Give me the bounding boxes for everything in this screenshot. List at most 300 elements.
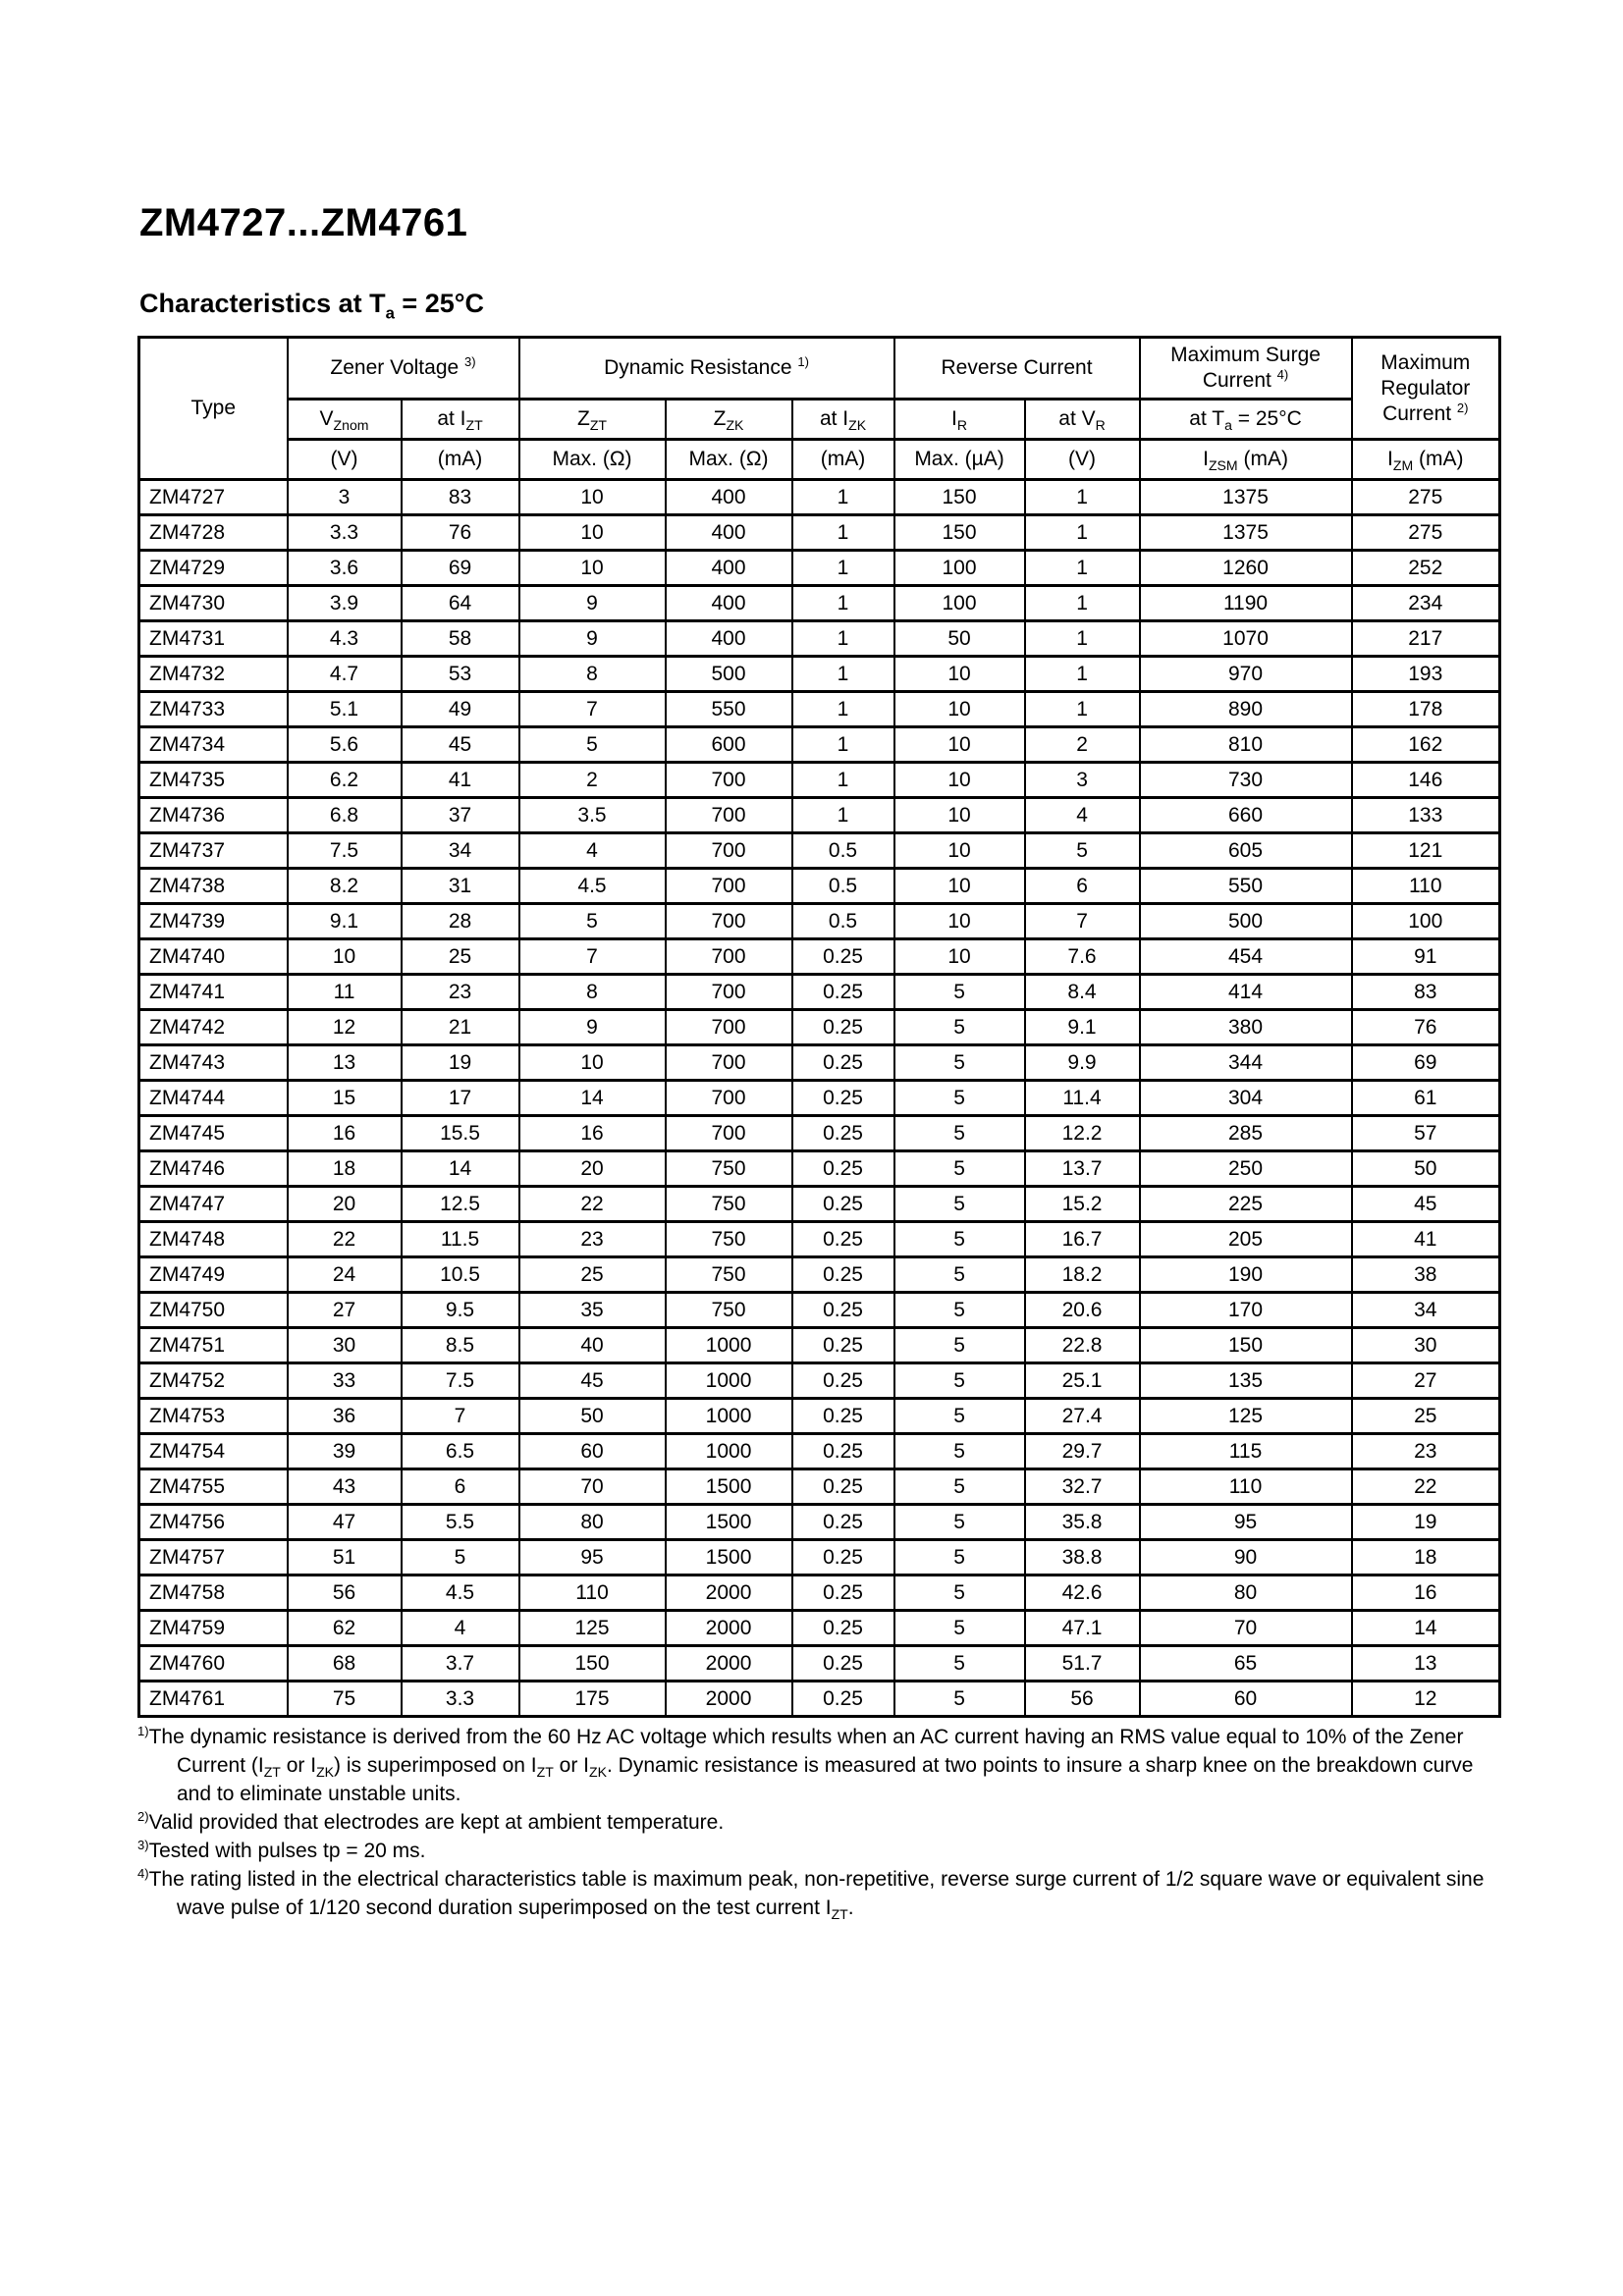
- table-row: [139, 798, 1500, 833]
- cell-vznom: 8.2: [288, 869, 402, 904]
- cell-zzt: 40: [519, 1328, 666, 1363]
- cell-izm: 178: [1352, 692, 1500, 727]
- cell-izk: 0.25: [792, 975, 894, 1010]
- cell-izsm: 95: [1140, 1505, 1352, 1540]
- cell-vr: 32.7: [1025, 1469, 1140, 1505]
- cell-zzt: 5: [519, 727, 666, 763]
- cell-vznom: 12: [288, 1010, 402, 1045]
- cell-izm: 16: [1352, 1575, 1500, 1611]
- cell-izk: 0.25: [792, 939, 894, 975]
- cell-ir: 5: [894, 1646, 1025, 1682]
- cell-izm: 61: [1352, 1081, 1500, 1116]
- cell-type: ZM4738: [139, 869, 288, 904]
- header-izm: $I_{ZM}$ (mA): [1352, 440, 1500, 480]
- cell-izk: 0.25: [792, 1010, 894, 1045]
- cell-zzt: 95: [519, 1540, 666, 1575]
- cell-izsm: 250: [1140, 1151, 1352, 1187]
- cell-zzk: 1000: [666, 1399, 792, 1434]
- footnote-4: [137, 1865, 1504, 1922]
- cell-type: ZM4760: [139, 1646, 288, 1682]
- cell-type: ZM4752: [139, 1363, 288, 1399]
- cell-zzt: 9: [519, 621, 666, 657]
- cell-ir: 5: [894, 1151, 1025, 1187]
- cell-izk: 0.25: [792, 1575, 894, 1611]
- cell-izsm: 550: [1140, 869, 1352, 904]
- cell-izm: 22: [1352, 1469, 1500, 1505]
- cell-ir: 5: [894, 1682, 1025, 1717]
- cell-vznom: 36: [288, 1399, 402, 1434]
- cell-izt: 76: [402, 515, 519, 551]
- cell-izm: 275: [1352, 480, 1500, 515]
- footnote-4-text: The rating listed in the electrical characteristics table is maximum peak, non-repetitive, reverse surge current of 1/2 square wave or equivalent sine wave pulse of 1/120 second duration superimposed on the test current $I_{ZT}$.: [148, 1868, 1485, 1923]
- cell-type: ZM4736: [139, 798, 288, 833]
- cell-vznom: 3: [288, 480, 402, 515]
- cell-type: ZM4731: [139, 621, 288, 657]
- table-row: [139, 1116, 1500, 1151]
- cell-type: ZM4748: [139, 1222, 288, 1257]
- footnote-2-ref: 2): [137, 1809, 149, 1825]
- cell-izsm: 454: [1140, 939, 1352, 975]
- header-regulator-current: Maximum Regulator Current $^{2)}$: [1352, 338, 1500, 440]
- table-row: [139, 869, 1500, 904]
- cell-izm: 83: [1352, 975, 1500, 1010]
- table-row: [139, 1611, 1500, 1646]
- cell-izsm: 414: [1140, 975, 1352, 1010]
- cell-type: ZM4754: [139, 1434, 288, 1469]
- cell-vr: 42.6: [1025, 1575, 1140, 1611]
- cell-izt: 21: [402, 1010, 519, 1045]
- cell-izm: 162: [1352, 727, 1500, 763]
- cell-zzt: 14: [519, 1081, 666, 1116]
- cell-izt: 6.5: [402, 1434, 519, 1469]
- cell-ir: 10: [894, 727, 1025, 763]
- cell-vr: 27.4: [1025, 1399, 1140, 1434]
- cell-izsm: 344: [1140, 1045, 1352, 1081]
- cell-type: ZM4735: [139, 763, 288, 798]
- table-body: [139, 480, 1500, 1717]
- table-row: [139, 480, 1500, 515]
- cell-izk: 0.25: [792, 1293, 894, 1328]
- unit-vznom: (V): [288, 440, 402, 480]
- cell-izk: 0.5: [792, 904, 894, 939]
- cell-zzt: 23: [519, 1222, 666, 1257]
- cell-izsm: 110: [1140, 1469, 1352, 1505]
- footnote-2: [137, 1808, 1504, 1837]
- cell-type: ZM4737: [139, 833, 288, 869]
- cell-ir: 5: [894, 1505, 1025, 1540]
- cell-zzt: 9: [519, 1010, 666, 1045]
- cell-izt: 64: [402, 586, 519, 621]
- cell-zzk: 2000: [666, 1575, 792, 1611]
- cell-vznom: 3.3: [288, 515, 402, 551]
- table-row: [139, 727, 1500, 763]
- cell-izt: 31: [402, 869, 519, 904]
- header-izsm: $I_{ZSM}$ (mA): [1140, 440, 1352, 480]
- cell-izk: 0.25: [792, 1328, 894, 1363]
- table-header: [139, 338, 1500, 480]
- cell-izm: 38: [1352, 1257, 1500, 1293]
- cell-izsm: 205: [1140, 1222, 1352, 1257]
- cell-izt: 10.5: [402, 1257, 519, 1293]
- cell-zzt: 25: [519, 1257, 666, 1293]
- cell-vznom: 43: [288, 1469, 402, 1505]
- cell-izm: 146: [1352, 763, 1500, 798]
- cell-zzk: 1500: [666, 1540, 792, 1575]
- cell-zzk: 1000: [666, 1363, 792, 1399]
- unit-zzt: Max. (Ω): [519, 440, 666, 480]
- cell-zzk: 750: [666, 1293, 792, 1328]
- cell-zzt: 20: [519, 1151, 666, 1187]
- cell-vr: 29.7: [1025, 1434, 1140, 1469]
- cell-type: ZM4758: [139, 1575, 288, 1611]
- cell-vznom: 24: [288, 1257, 402, 1293]
- cell-ir: 5: [894, 1611, 1025, 1646]
- cell-izm: 133: [1352, 798, 1500, 833]
- header-group-row: [139, 338, 1500, 400]
- cell-vznom: 62: [288, 1611, 402, 1646]
- cell-vznom: 7.5: [288, 833, 402, 869]
- cell-izsm: 285: [1140, 1116, 1352, 1151]
- cell-zzt: 8: [519, 657, 666, 692]
- header-surge-current: Maximum Surge Current $^{4)}$: [1140, 338, 1352, 400]
- cell-ir: 5: [894, 975, 1025, 1010]
- cell-vr: 51.7: [1025, 1646, 1140, 1682]
- cell-izm: 252: [1352, 551, 1500, 586]
- cell-izm: 193: [1352, 657, 1500, 692]
- cell-vr: 1: [1025, 586, 1140, 621]
- table-row: [139, 1045, 1500, 1081]
- cell-izsm: 890: [1140, 692, 1352, 727]
- footnote-1-text: The dynamic resistance is derived from the 60 Hz AC voltage which results when an AC current having an RMS value equal to 10% of the Zener Current ($I_{ZT}$ or $I_{ZK}$) is superimposed on $I_{ZT}$ or $I_{ZK}$. Dynamic resistance is measured at two points to insure a sharp knee on the breakdown curve and to eliminate unstable units.: [148, 1726, 1474, 1806]
- table-row: [139, 833, 1500, 869]
- cell-zzk: 700: [666, 1045, 792, 1081]
- cell-izsm: 970: [1140, 657, 1352, 692]
- cell-zzk: 400: [666, 480, 792, 515]
- table-row: [139, 1222, 1500, 1257]
- cell-type: ZM4753: [139, 1399, 288, 1434]
- footnote-4-ref: 4): [137, 1866, 149, 1882]
- cell-izt: 28: [402, 904, 519, 939]
- cell-type: ZM4732: [139, 657, 288, 692]
- cell-ir: 5: [894, 1399, 1025, 1434]
- cell-izk: 1: [792, 727, 894, 763]
- cell-vr: 1: [1025, 657, 1140, 692]
- cell-zzk: 400: [666, 586, 792, 621]
- cell-zzk: 750: [666, 1151, 792, 1187]
- cell-vznom: 68: [288, 1646, 402, 1682]
- cell-izk: 0.25: [792, 1434, 894, 1469]
- cell-type: ZM4740: [139, 939, 288, 975]
- cell-izm: 14: [1352, 1611, 1500, 1646]
- cell-ir: 150: [894, 515, 1025, 551]
- cell-ir: 5: [894, 1081, 1025, 1116]
- cell-izm: 275: [1352, 515, 1500, 551]
- cell-izk: 1: [792, 798, 894, 833]
- cell-izk: 0.25: [792, 1505, 894, 1540]
- cell-izsm: 135: [1140, 1363, 1352, 1399]
- cell-izt: 8.5: [402, 1328, 519, 1363]
- cell-izsm: 60: [1140, 1682, 1352, 1717]
- cell-zzt: 5: [519, 904, 666, 939]
- cell-izsm: 605: [1140, 833, 1352, 869]
- cell-zzt: 7: [519, 939, 666, 975]
- cell-ir: 10: [894, 798, 1025, 833]
- header-type: Type: [139, 338, 288, 480]
- cell-izt: 58: [402, 621, 519, 657]
- cell-izk: 0.5: [792, 869, 894, 904]
- footnote-3-text: Tested with pulses tp = 20 ms.: [148, 1840, 426, 1863]
- cell-vznom: 5.1: [288, 692, 402, 727]
- header-units-row: [139, 440, 1500, 480]
- cell-izsm: 730: [1140, 763, 1352, 798]
- table-row: [139, 1010, 1500, 1045]
- cell-vr: 7: [1025, 904, 1140, 939]
- cell-vznom: 39: [288, 1434, 402, 1469]
- cell-izm: 100: [1352, 904, 1500, 939]
- cell-zzt: 3.5: [519, 798, 666, 833]
- cell-zzk: 1500: [666, 1505, 792, 1540]
- cell-izk: 0.25: [792, 1399, 894, 1434]
- cell-izt: 7: [402, 1399, 519, 1434]
- cell-zzk: 700: [666, 1116, 792, 1151]
- cell-type: ZM4756: [139, 1505, 288, 1540]
- cell-izsm: 170: [1140, 1293, 1352, 1328]
- table-row: [139, 1399, 1500, 1434]
- cell-izk: 1: [792, 763, 894, 798]
- cell-izt: 53: [402, 657, 519, 692]
- cell-izsm: 115: [1140, 1434, 1352, 1469]
- cell-zzk: 750: [666, 1257, 792, 1293]
- cell-zzk: 700: [666, 869, 792, 904]
- footnote-3: [137, 1837, 1504, 1865]
- cell-izm: 121: [1352, 833, 1500, 869]
- cell-ir: 5: [894, 1328, 1025, 1363]
- cell-izk: 0.25: [792, 1646, 894, 1682]
- cell-zzk: 700: [666, 798, 792, 833]
- cell-zzt: 125: [519, 1611, 666, 1646]
- cell-vr: 13.7: [1025, 1151, 1140, 1187]
- cell-zzk: 700: [666, 1081, 792, 1116]
- table-row: [139, 1187, 1500, 1222]
- cell-izt: 15.5: [402, 1116, 519, 1151]
- cell-zzt: 175: [519, 1682, 666, 1717]
- cell-type: ZM4745: [139, 1116, 288, 1151]
- cell-zzt: 10: [519, 1045, 666, 1081]
- cell-vr: 11.4: [1025, 1081, 1140, 1116]
- cell-ir: 10: [894, 692, 1025, 727]
- table-row: [139, 586, 1500, 621]
- header-at-izk: at $I_{ZK}$: [792, 400, 894, 440]
- table-row: [139, 692, 1500, 727]
- unit-izt: (mA): [402, 440, 519, 480]
- cell-izk: 1: [792, 692, 894, 727]
- cell-izk: 1: [792, 586, 894, 621]
- cell-izt: 19: [402, 1045, 519, 1081]
- cell-izt: 83: [402, 480, 519, 515]
- cell-izsm: 190: [1140, 1257, 1352, 1293]
- cell-zzk: 1000: [666, 1434, 792, 1469]
- cell-izt: 5.5: [402, 1505, 519, 1540]
- cell-izt: 14: [402, 1151, 519, 1187]
- table-row: [139, 975, 1500, 1010]
- cell-zzt: 16: [519, 1116, 666, 1151]
- cell-ir: 5: [894, 1469, 1025, 1505]
- cell-izt: 49: [402, 692, 519, 727]
- cell-vr: 18.2: [1025, 1257, 1140, 1293]
- cell-ir: 5: [894, 1363, 1025, 1399]
- table-row: [139, 1575, 1500, 1611]
- cell-izk: 1: [792, 621, 894, 657]
- cell-izm: 110: [1352, 869, 1500, 904]
- cell-vznom: 4.7: [288, 657, 402, 692]
- cell-zzk: 500: [666, 657, 792, 692]
- footnote-1-ref: 1): [137, 1724, 149, 1739]
- cell-type: ZM4749: [139, 1257, 288, 1293]
- table-row: [139, 1434, 1500, 1469]
- cell-zzk: 700: [666, 975, 792, 1010]
- cell-izsm: 1070: [1140, 621, 1352, 657]
- cell-zzt: 60: [519, 1434, 666, 1469]
- cell-izt: 11.5: [402, 1222, 519, 1257]
- cell-izm: 27: [1352, 1363, 1500, 1399]
- cell-type: ZM4755: [139, 1469, 288, 1505]
- table-row: [139, 1646, 1500, 1682]
- cell-zzk: 600: [666, 727, 792, 763]
- cell-zzk: 2000: [666, 1646, 792, 1682]
- table-row: [139, 904, 1500, 939]
- cell-zzt: 2: [519, 763, 666, 798]
- cell-izm: 234: [1352, 586, 1500, 621]
- cell-zzk: 400: [666, 515, 792, 551]
- cell-vr: 38.8: [1025, 1540, 1140, 1575]
- cell-izsm: 225: [1140, 1187, 1352, 1222]
- cell-izsm: 90: [1140, 1540, 1352, 1575]
- cell-izm: 13: [1352, 1646, 1500, 1682]
- cell-type: ZM4759: [139, 1611, 288, 1646]
- table-row: [139, 1505, 1500, 1540]
- cell-izt: 69: [402, 551, 519, 586]
- cell-izsm: 500: [1140, 904, 1352, 939]
- cell-type: ZM4743: [139, 1045, 288, 1081]
- cell-zzk: 2000: [666, 1682, 792, 1717]
- cell-vznom: 51: [288, 1540, 402, 1575]
- cell-ir: 150: [894, 480, 1025, 515]
- cell-ir: 5: [894, 1187, 1025, 1222]
- cell-type: ZM4747: [139, 1187, 288, 1222]
- unit-zzk: Max. (Ω): [666, 440, 792, 480]
- cell-type: ZM4761: [139, 1682, 288, 1717]
- cell-zzt: 9: [519, 586, 666, 621]
- cell-zzk: 400: [666, 621, 792, 657]
- cell-zzt: 4: [519, 833, 666, 869]
- cell-vznom: 6.8: [288, 798, 402, 833]
- cell-type: ZM4741: [139, 975, 288, 1010]
- header-at-izt: at $I_{ZT}$: [402, 400, 519, 440]
- cell-vznom: 5.6: [288, 727, 402, 763]
- cell-type: ZM4746: [139, 1151, 288, 1187]
- cell-vr: 35.8: [1025, 1505, 1140, 1540]
- cell-type: ZM4730: [139, 586, 288, 621]
- cell-ir: 100: [894, 551, 1025, 586]
- cell-vr: 3: [1025, 763, 1140, 798]
- cell-izk: 0.25: [792, 1363, 894, 1399]
- cell-izt: 17: [402, 1081, 519, 1116]
- unit-vr: (V): [1025, 440, 1140, 480]
- table-row: [139, 1469, 1500, 1505]
- cell-zzk: 700: [666, 763, 792, 798]
- page-content: [137, 0, 1504, 1922]
- cell-type: ZM4757: [139, 1540, 288, 1575]
- cell-ir: 10: [894, 657, 1025, 692]
- cell-izm: 34: [1352, 1293, 1500, 1328]
- cell-zzt: 10: [519, 515, 666, 551]
- cell-vznom: 16: [288, 1116, 402, 1151]
- cell-zzk: 550: [666, 692, 792, 727]
- cell-izt: 6: [402, 1469, 519, 1505]
- cell-izk: 0.25: [792, 1151, 894, 1187]
- footnote-1: [137, 1723, 1504, 1808]
- cell-izk: 1: [792, 551, 894, 586]
- table-row: [139, 657, 1500, 692]
- cell-izsm: 810: [1140, 727, 1352, 763]
- cell-zzt: 7: [519, 692, 666, 727]
- cell-izsm: 125: [1140, 1399, 1352, 1434]
- table-row: [139, 939, 1500, 975]
- cell-zzk: 700: [666, 1010, 792, 1045]
- cell-izsm: 65: [1140, 1646, 1352, 1682]
- cell-izt: 23: [402, 975, 519, 1010]
- cell-zzk: 750: [666, 1222, 792, 1257]
- cell-type: ZM4733: [139, 692, 288, 727]
- cell-type: ZM4734: [139, 727, 288, 763]
- header-reverse-current: Reverse Current: [894, 338, 1140, 400]
- cell-zzk: 750: [666, 1187, 792, 1222]
- cell-izm: 18: [1352, 1540, 1500, 1575]
- cell-zzt: 150: [519, 1646, 666, 1682]
- cell-vr: 56: [1025, 1682, 1140, 1717]
- cell-izk: 0.25: [792, 1682, 894, 1717]
- cell-zzt: 80: [519, 1505, 666, 1540]
- table-row: [139, 1363, 1500, 1399]
- cell-izsm: 1375: [1140, 515, 1352, 551]
- cell-vznom: 22: [288, 1222, 402, 1257]
- cell-vznom: 47: [288, 1505, 402, 1540]
- cell-zzk: 700: [666, 904, 792, 939]
- cell-vznom: 18: [288, 1151, 402, 1187]
- cell-izk: 0.25: [792, 1187, 894, 1222]
- cell-vr: 4: [1025, 798, 1140, 833]
- cell-vr: 7.6: [1025, 939, 1140, 975]
- cell-zzk: 1000: [666, 1328, 792, 1363]
- cell-ir: 10: [894, 939, 1025, 975]
- cell-zzk: 400: [666, 551, 792, 586]
- cell-vr: 1: [1025, 621, 1140, 657]
- cell-izk: 0.25: [792, 1081, 894, 1116]
- cell-type: ZM4739: [139, 904, 288, 939]
- cell-izk: 0.25: [792, 1469, 894, 1505]
- cell-zzk: 700: [666, 939, 792, 975]
- footnotes: [137, 1723, 1504, 1922]
- cell-ir: 10: [894, 869, 1025, 904]
- cell-vr: 9.1: [1025, 1010, 1140, 1045]
- cell-izm: 217: [1352, 621, 1500, 657]
- cell-ir: 50: [894, 621, 1025, 657]
- table-row: [139, 1151, 1500, 1187]
- cell-izm: 12: [1352, 1682, 1500, 1717]
- cell-type: ZM4729: [139, 551, 288, 586]
- cell-izk: 1: [792, 515, 894, 551]
- cell-izk: 0.25: [792, 1540, 894, 1575]
